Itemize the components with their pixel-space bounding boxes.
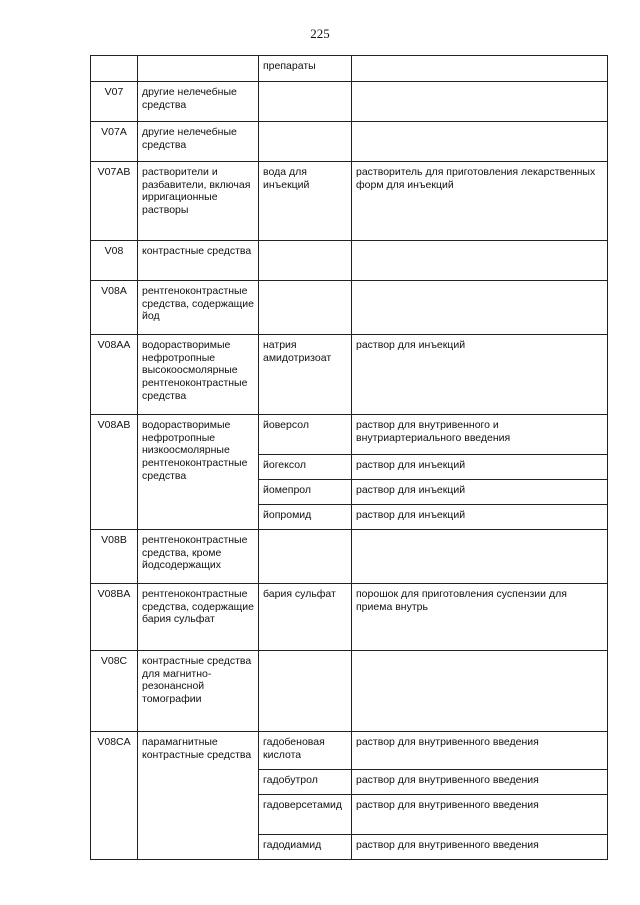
table-row: [91, 162, 608, 241]
atc-code-cell: V08C: [91, 651, 138, 732]
table-row: [91, 335, 608, 415]
atc-name-cell: парамагнитные контрастные средства: [138, 732, 259, 860]
dosage-form-cell: [352, 82, 608, 122]
atc-code-cell: V08A: [91, 281, 138, 335]
atc-code-cell: V07: [91, 82, 138, 122]
dosage-form-cell: [352, 530, 608, 584]
atc-code-cell: V07AB: [91, 162, 138, 241]
drug-name-cell: [259, 82, 352, 122]
drug-name-cell: йоверсол: [259, 415, 352, 455]
page-number: 225: [310, 26, 330, 41]
drug-name-cell: вода для инъекций: [259, 162, 352, 241]
dosage-form-cell: раствор для инъекций: [352, 335, 608, 415]
drug-name-cell: йогексол: [259, 455, 352, 480]
drug-name-cell: йопромид: [259, 505, 352, 530]
atc-name-cell: рентгеноконтрастные средства, содержащие йод: [138, 281, 259, 335]
table-row: [91, 281, 608, 335]
atc-name-cell: растворители и разбавители, включая ирригационные растворы: [138, 162, 259, 241]
table-row: [91, 415, 608, 455]
atc-name-cell: контрастные средства: [138, 241, 259, 281]
dosage-form-cell: [352, 651, 608, 732]
atc-name-cell: другие нелечебные средства: [138, 122, 259, 162]
table-row: [91, 584, 608, 651]
drug-name-cell: гадоверсетамид: [259, 795, 352, 835]
dosage-form-cell: раствор для внутривенного введения: [352, 795, 608, 835]
dosage-form-cell: [352, 122, 608, 162]
dosage-form-cell: раствор для внутривенного введения: [352, 835, 608, 860]
dosage-form-cell: [352, 56, 608, 82]
atc-code-cell: V08: [91, 241, 138, 281]
drug-classification-table: [90, 55, 608, 860]
table-row: [91, 56, 608, 82]
dosage-form-cell: [352, 241, 608, 281]
drug-name-cell: [259, 122, 352, 162]
dosage-form-cell: раствор для внутривенного и внутриартериального введения: [352, 415, 608, 455]
atc-code-cell: V08B: [91, 530, 138, 584]
dosage-form-cell: [352, 281, 608, 335]
atc-code-cell: V08BA: [91, 584, 138, 651]
drug-name-cell: [259, 651, 352, 732]
drug-name-cell: бария сульфат: [259, 584, 352, 651]
atc-name-cell: [138, 56, 259, 82]
dosage-form-cell: растворитель для приготовления лекарственных форм для инъекций: [352, 162, 608, 241]
dosage-form-cell: порошок для приготовления суспензии для приема внутрь: [352, 584, 608, 651]
drug-name-cell: [259, 530, 352, 584]
table-row: [91, 241, 608, 281]
drug-name-cell: [259, 281, 352, 335]
drug-name-cell: гадобеновая кислота: [259, 732, 352, 770]
dosage-form-cell: раствор для внутривенного введения: [352, 732, 608, 770]
atc-name-cell: водорастворимые нефротропные низкоосмолярные рентгеноконтрастные средства: [138, 415, 259, 530]
table-row: [91, 82, 608, 122]
drug-name-cell: препараты: [259, 56, 352, 82]
drug-name-cell: натрия амидотризоат: [259, 335, 352, 415]
atc-code-cell: V07A: [91, 122, 138, 162]
table-row: [91, 530, 608, 584]
dosage-form-cell: раствор для внутривенного введения: [352, 770, 608, 795]
table-row: [91, 732, 608, 770]
atc-code-cell: [91, 56, 138, 82]
atc-name-cell: другие нелечебные средства: [138, 82, 259, 122]
drug-name-cell: [259, 241, 352, 281]
dosage-form-cell: раствор для инъекций: [352, 505, 608, 530]
atc-name-cell: водорастворимые нефротропные высокоосмолярные рентгеноконтрастные средства: [138, 335, 259, 415]
atc-code-cell: V08AA: [91, 335, 138, 415]
dosage-form-cell: раствор для инъекций: [352, 480, 608, 505]
drug-name-cell: гадобутрол: [259, 770, 352, 795]
table-row: [91, 651, 608, 732]
drug-name-cell: йомепрол: [259, 480, 352, 505]
table-row: [91, 122, 608, 162]
dosage-form-cell: раствор для инъекций: [352, 455, 608, 480]
atc-code-cell: V08CA: [91, 732, 138, 860]
atc-name-cell: рентгеноконтрастные средства, кроме йодсодержащих: [138, 530, 259, 584]
atc-code-cell: V08AB: [91, 415, 138, 530]
atc-name-cell: контрастные средства для магнитно-резонансной томографии: [138, 651, 259, 732]
atc-name-cell: рентгеноконтрастные средства, содержащие бария сульфат: [138, 584, 259, 651]
drug-name-cell: гадодиамид: [259, 835, 352, 860]
